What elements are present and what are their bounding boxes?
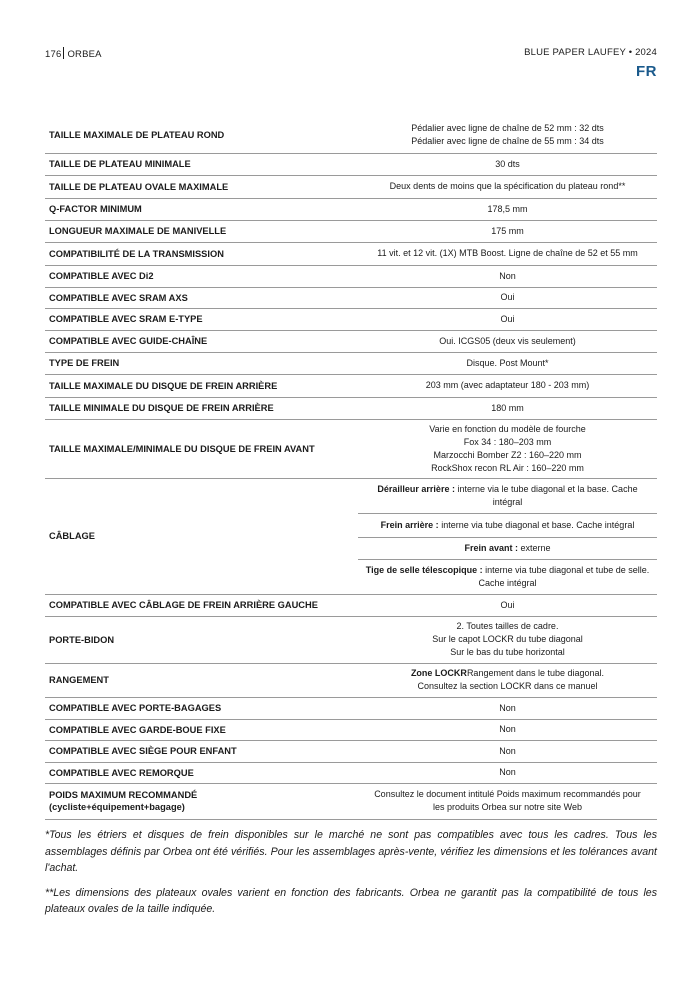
row-value: Consultez le document intitulé Poids maximum recommandés pour les produits Orbea sur notre site Web [358,783,657,819]
row-label: RANGEMENT [45,663,358,697]
table-row [45,175,657,198]
row-label: PORTE-BIDON [45,616,358,663]
row-label: COMPATIBLE AVEC Di2 [45,265,358,287]
row-value: Zone LOCKRRangement dans le tube diagonal. Consultez la section LOCKR dans ce manuel [358,663,657,697]
table-row [45,117,657,153]
row-label: COMPATIBILITÉ DE LA TRANSMISSION [45,242,358,265]
row-value: Oui [358,308,657,330]
row-label: COMPATIBLE AVEC REMORQUE [45,762,358,783]
table-row [45,762,657,783]
row-value: Non [358,265,657,287]
table-row [45,616,657,663]
table-row [45,719,657,740]
row-value: 11 vit. et 12 vit. (1X) MTB Boost. Ligne de chaîne de 52 et 55 mm [358,242,657,265]
row-value: Deux dents de moins que la spécification du plateau rond** [358,175,657,198]
footnotes [45,827,657,926]
document-title: BLUE PAPER LAUFEY • 2024 [524,47,657,58]
page-number: 176 [45,49,62,60]
table-row [45,419,657,478]
row-label: CÂBLAGE [45,478,358,594]
row-label: POIDS MAXIMUM RECOMMANDÉ (cycliste+équipement+bagage) [45,783,358,819]
table-row [45,783,657,819]
row-value: Oui. ICGS05 (deux vis seulement) [358,330,657,352]
row-value: Non [358,740,657,762]
row-value: 178,5 mm [358,198,657,220]
table-row [45,287,657,308]
row-label: COMPATIBLE AVEC PORTE-BAGAGES [45,697,358,719]
table-row [45,198,657,220]
row-label: TAILLE MAXIMALE/MINIMALE DU DISQUE DE FREIN AVANT [45,419,358,478]
table-row [45,330,657,352]
row-value: 30 dts [358,153,657,175]
row-label: TAILLE MAXIMALE DU DISQUE DE FREIN ARRIÈRE [45,374,358,397]
row-label: COMPATIBLE AVEC SRAM AXS [45,287,358,308]
row-value: Varie en fonction du modèle de fourche Fox 34 : 180–203 mm Marzocchi Bomber Z2 : 160–220 mm RockShox recon RL Air : 160–220 mm [358,419,657,478]
row-value: Non [358,719,657,740]
row-label: COMPATIBLE AVEC CÂBLAGE DE FREIN ARRIÈRE GAUCHE [45,594,358,616]
table-row [45,697,657,719]
row-label: TAILLE DE PLATEAU MINIMALE [45,153,358,175]
row-value: 203 mm (avec adaptateur 180 - 203 mm) [358,374,657,397]
row-label: COMPATIBLE AVEC GUIDE-CHAÎNE [45,330,358,352]
language-tag: FR [636,63,657,80]
cabling-item: Tige de selle télescopique : interne via tube diagonal et tube de selle. Cache intégral [358,559,657,594]
table-row [45,397,657,419]
table-row [45,242,657,265]
footnote: *Tous les étriers et disques de frein disponibles sur le marché ne sont pas compatibles avec tous les cadres. Tous les assemblages définis par Orbea ont été vérifiés. Pour les assemblages après-vente, vérifiez les dimensions et les tolérances avant l'achat. [45,829,657,874]
table-row [45,594,657,616]
row-label: LONGUEUR MAXIMALE DE MANIVELLE [45,220,358,242]
row-value: 2. Toutes tailles de cadre. Sur le capot LOCKR du tube diagonal Sur le bas du tube horizontal [358,616,657,663]
row-value: Pédalier avec ligne de chaîne de 52 mm : 32 dts Pédalier avec ligne de chaîne de 55 mm : 34 dts [358,117,657,153]
brand-name: ORBEA [67,49,102,60]
cabling-item: Frein arrière : interne via tube diagonal et base. Cache intégral [358,513,657,537]
row-label: COMPATIBLE AVEC SRAM E-TYPE [45,308,358,330]
table-row [45,352,657,374]
page-header-left [45,47,102,60]
row-value: Oui [358,594,657,616]
row-label: TAILLE DE PLATEAU OVALE MAXIMALE [45,175,358,198]
cabling-item: Dérailleur arrière : interne via le tube diagonal et la base. Cache intégral [358,478,657,513]
table-row [45,153,657,175]
row-value: 180 mm [358,397,657,419]
table-row [45,740,657,762]
row-label: Q-FACTOR MINIMUM [45,198,358,220]
row-label: COMPATIBLE AVEC SIÈGE POUR ENFANT [45,740,358,762]
footnote: **Les dimensions des plateaux ovales varient en fonction des fabricants. Orbea ne garantit pas la compatibilité de tous les plateaux ovales de la taille indiquée. [45,886,657,915]
row-label: TAILLE MAXIMALE DE PLATEAU ROND [45,117,358,153]
row-label: TYPE DE FREIN [45,352,358,374]
row-value: Oui [358,287,657,308]
cabling-item: Frein avant : externe [358,537,657,559]
table-row [45,478,657,513]
table-row [45,663,657,697]
spec-table [45,117,657,820]
header-divider [63,47,64,59]
row-label: COMPATIBLE AVEC GARDE-BOUE FIXE [45,719,358,740]
row-value: Disque. Post Mount* [358,352,657,374]
row-label: TAILLE MINIMALE DU DISQUE DE FREIN ARRIÈRE [45,397,358,419]
table-row [45,220,657,242]
row-value: Non [358,762,657,783]
table-row [45,308,657,330]
row-value: 175 mm [358,220,657,242]
table-row [45,265,657,287]
table-row [45,374,657,397]
row-value: Non [358,697,657,719]
